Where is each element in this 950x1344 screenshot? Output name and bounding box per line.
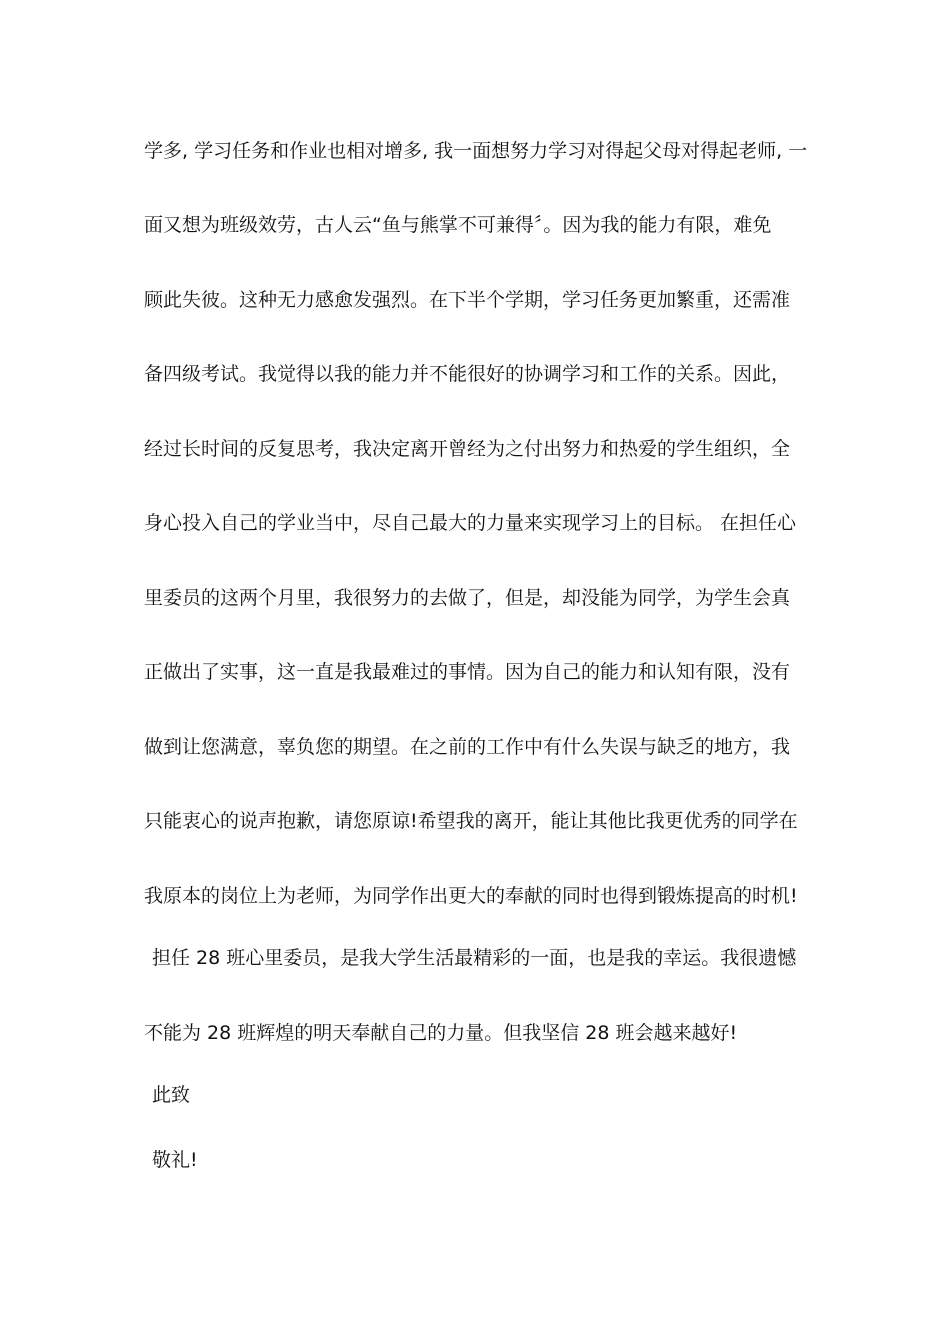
paragraph-line: 面又想为班级效劳，古人云“鱼与熊掌不可兼得〞。因为我的能力有限，难免 (144, 214, 772, 236)
paragraph-line: 我原本的岗位上为老师，为同学作出更大的奉献的同时也得到锻炼提高的时机! (144, 885, 798, 907)
paragraph-line: 经过长时间的反复思考，我决定离开曾经为之付出努力和热爱的学生组织，全 (144, 438, 791, 460)
paragraph-line: 担任 28 班心里委员，是我大学生活最精彩的一面，也是我的幸运。我很遗憾 (152, 947, 797, 969)
paragraph-line: 不能为 28 班辉煌的明天奉献自己的力量。但我坚信 28 班会越来越好! (144, 1022, 738, 1044)
paragraph-line: 做到让您满意，辜负您的期望。在之前的工作中有什么失误与缺乏的地方，我 (144, 736, 791, 758)
paragraph-line: 备四级考试。我觉得以我的能力并不能很好的协调学习和工作的关系。因此， (144, 363, 791, 385)
paragraph-line: 只能衷心的说声抱歉，请您原谅!希望我的离开，能让其他比我更优秀的同学在 (144, 810, 798, 832)
paragraph-line: 里委员的这两个月里，我很努力的去做了，但是，却没能为同学，为学生会真 (144, 587, 791, 609)
paragraph-line: 正做出了实事，这一直是我最难过的事情。因为自己的能力和认知有限，没有 (144, 661, 791, 683)
paragraph-line: 顾此失彼。这种无力感愈发强烈。在下半个学期，学习任务更加繁重，还需准 (144, 289, 791, 311)
closing-salutation: 此致 (152, 1084, 191, 1106)
paragraph-line: 身心投入自己的学业当中，尽自己最大的力量来实现学习上的目标。 在担任心 (144, 512, 797, 534)
paragraph-line: 学多, 学习任务和作业也相对增多, 我一面想努力学习对得起父母对得起老师, 一 (144, 140, 808, 162)
closing-regards: 敬礼! (152, 1149, 198, 1171)
